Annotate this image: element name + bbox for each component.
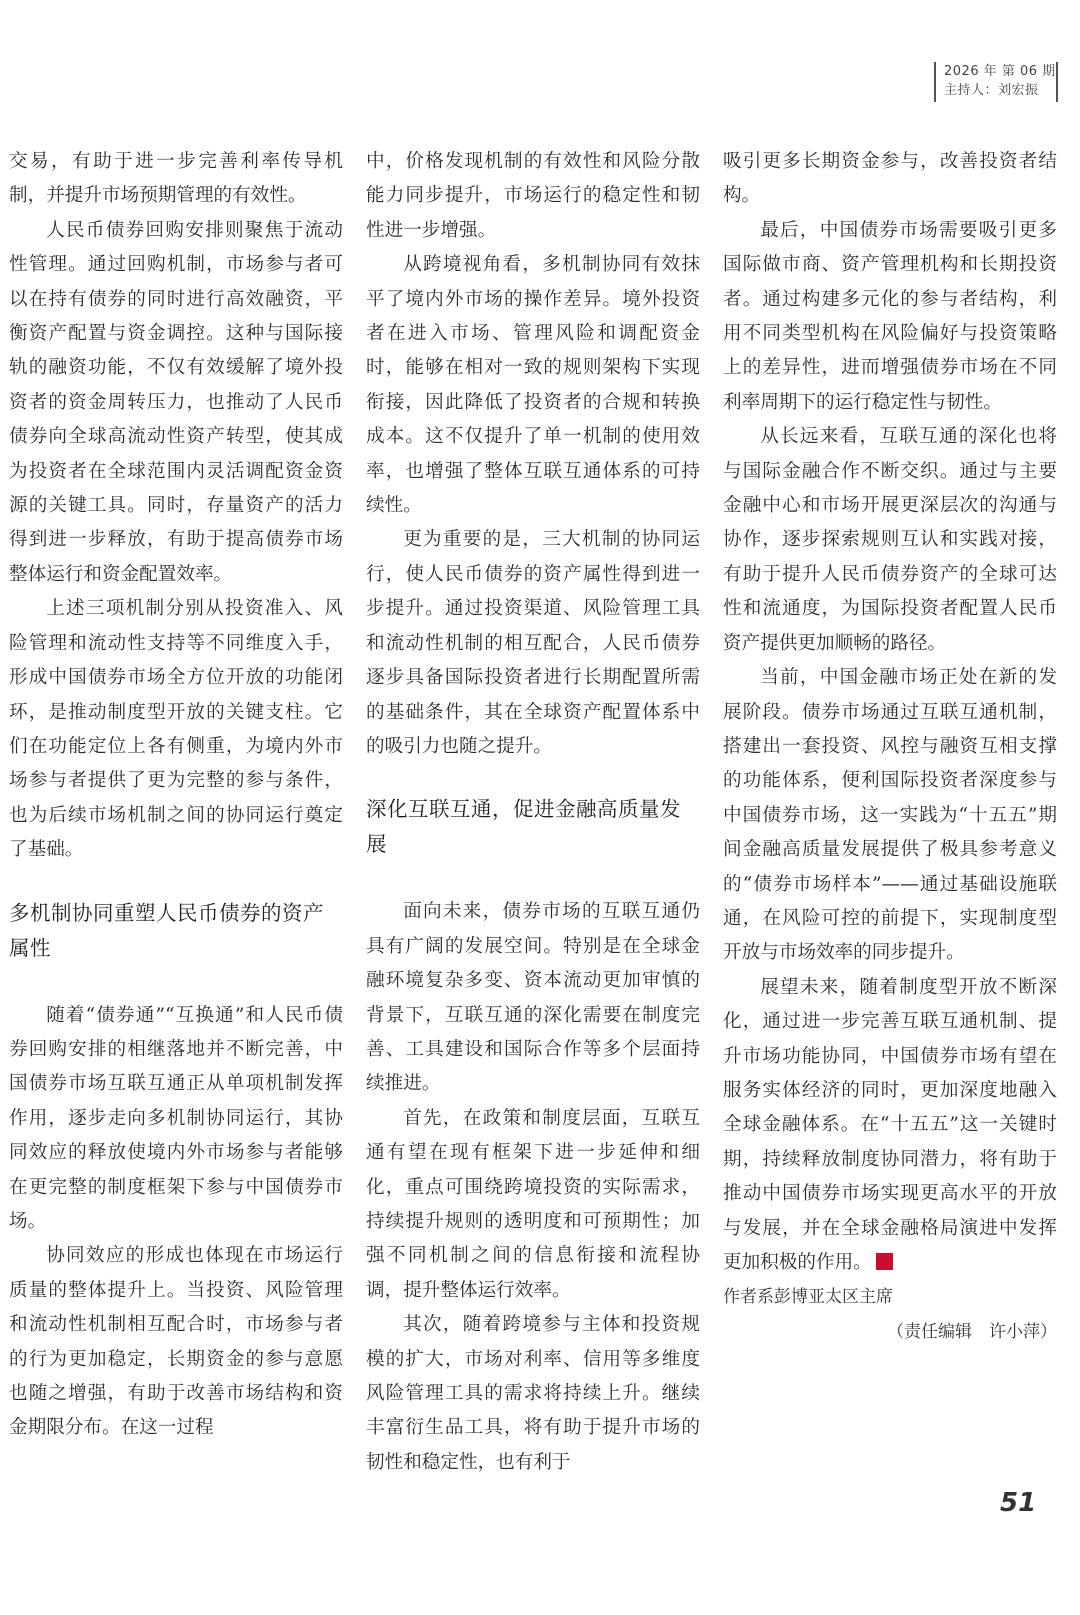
end-mark-icon [876,1253,893,1270]
section-heading: 多机制协同重塑人民币债券的资产属性 [9,900,324,960]
paragraph: 人民币债券回购安排则聚焦于流动性管理。通过回购机制，市场参与者可以在持有债券的同时进行高效融资，平衡资产配置与资金调控。这种与国际接轨的融资功能，不仅有效缓解了境外投资者的资金周转压力，也推动了人民币债券向全球高流动性资产转型，使其成为投资者在全球范围内灵活调配资金资源的关键工具。同时，存量资产的活力得到进一步释放，有助于提高债券市场整体运行和资金配置效率。 [9,219,343,585]
article-column-1 [9,145,343,1446]
paragraph: 最后，中国债券市场需要吸引更多国际做市商、资产管理机构和长期投资者。通过构建多元化的参与者结构，利用不同类型机构在风险偏好与投资策略上的差异性，进而增强债券市场在不同利率周期下的运行稳定性与韧性。 [723,219,1057,413]
paragraph: 协同效应的形成也体现在市场运行质量的整体提升上。当投资、风险管理和流动性机制相互配合时，市场参与者的行为更加稳定，长期资金的参与意愿也随之增强，有助于改善市场结构和资金期限分布。在这一过程 [9,1245,343,1439]
issue-number: 2026 年 第 06 期 [944,64,1056,79]
editor-credit: （责任编辑 许小萍） [887,1321,1057,1342]
paragraph: 上述三项机制分别从投资准入、风险管理和流动性支持等不同维度入手，形成中国债券市场全方位开放的功能闭环，是推动制度型开放的关键支柱。它们在功能定位上各有侧重，为境内外市场参与者提供了更为完整的参与条件，也为后续市场机制之间的协同运行奠定了基础。 [9,598,343,861]
paragraph: 从长远来看，互联互通的深化也将与国际金融合作不断交织。通过与主要金融中心和市场开展更深层次的沟通与协作，逐步探索规则互认和实践对接，有助于提升人民币债券资产的全球可达性和流通度，为国际投资者配置人民币资产提供更加顺畅的路径。 [723,426,1057,654]
paragraph: 首先，在政策和制度层面，互联互通有望在现有框架下进一步延伸和细化，重点可围绕跨境投资的实际需求，持续提升规则的透明度和可预期性；加强不同机制之间的信息衔接和流程协调，提升整体运行效率。 [366,1107,700,1301]
article-column-2 [366,145,700,1480]
paragraph: 其次，随着跨境参与主体和投资规模的扩大，市场对利率、信用等多维度风险管理工具的需求将持续上升。继续丰富衍生品工具，将有助于提升市场的韧性和稳定性，也有利于 [366,1314,700,1473]
paragraph: 更为重要的是，三大机制的协同运行，使人民币债券的资产属性得到进一步提升。通过投资渠道、风险管理工具和流动性机制的相互配合，人民币债券逐步具备国际投资者进行长期配置所需的基础条件，其在全球资产配置体系中的吸引力也随之提升。 [366,529,700,757]
paragraph: 随着“债券通”“互换通”和人民币债券回购安排的相继落地并不断完善，中国债券市场互联互通正从单项机制发挥作用，逐步走向多机制协同运行，其协同效应的释放使境内外市场参与者能够在更完整的制度框架下参与中国债券市场。 [9,1004,343,1232]
paragraph-text: 展望未来，随着制度型开放不断深化，通过进一步完善互联互通机制、提升市场功能协同，中国债券市场有望在服务实体经济的同时，更加深度地融入全球金融体系。在“十五五”这一关键时期，持续释放制度协同潜力，将有助于推动中国债券市场实现更高水平的开放与发展，并在全球金融格局演进中发挥更加积极的作用。 [723,976,1057,1273]
paragraph: 中，价格发现机制的有效性和风险分散能力同步提升，市场运行的稳定性和韧性进一步增强。 [366,151,700,241]
paragraph: 当前，中国金融市场正处在新的发展阶段。债券市场通过互联互通机制，搭建出一套投资、风控与融资互相支撑的功能体系，便利国际投资者深度参与中国债券市场，这一实践为“十五五”期间金融高质量发展提供了极具参考意义的“债券市场样本”——通过基础设施联通，在风险可控的前提下，实现制度型开放与市场效率的同步提升。 [723,667,1057,964]
paragraph-final [723,971,1057,1281]
host-name: 主持人：刘宏振 [944,83,1039,98]
page-number: 51 [1000,1488,1037,1518]
paragraph: 面向未来，债券市场的互联互通仍具有广阔的发展空间。特别是在全球金融环境复杂多变、资本流动更加审慎的背景下，互联互通的深化需要在制度完善、工具建设和国际合作等多个层面持续推进。 [366,901,700,1095]
paragraph: 吸引更多长期资金参与，改善投资者结构。 [723,151,1057,207]
author-note: 作者系彭博亚太区主席 [723,1287,893,1308]
article-column-3 [723,145,1057,1349]
section-heading: 深化互联互通，促进金融高质量发展 [366,797,681,857]
issue-info [934,62,1058,102]
paragraph: 从跨境视角看，多机制协同有效抹平了境内外市场的操作差异。境外投资者在进入市场、管理风险和调配资金时，能够在相对一致的规则架构下实现衔接，因此降低了投资者的合规和转换成本。这不仅提升了单一机制的使用效率，也增强了整体互联互通体系的可持续性。 [366,254,700,517]
paragraph: 交易，有助于进一步完善利率传导机制，并提升市场预期管理的有效性。 [9,151,343,207]
